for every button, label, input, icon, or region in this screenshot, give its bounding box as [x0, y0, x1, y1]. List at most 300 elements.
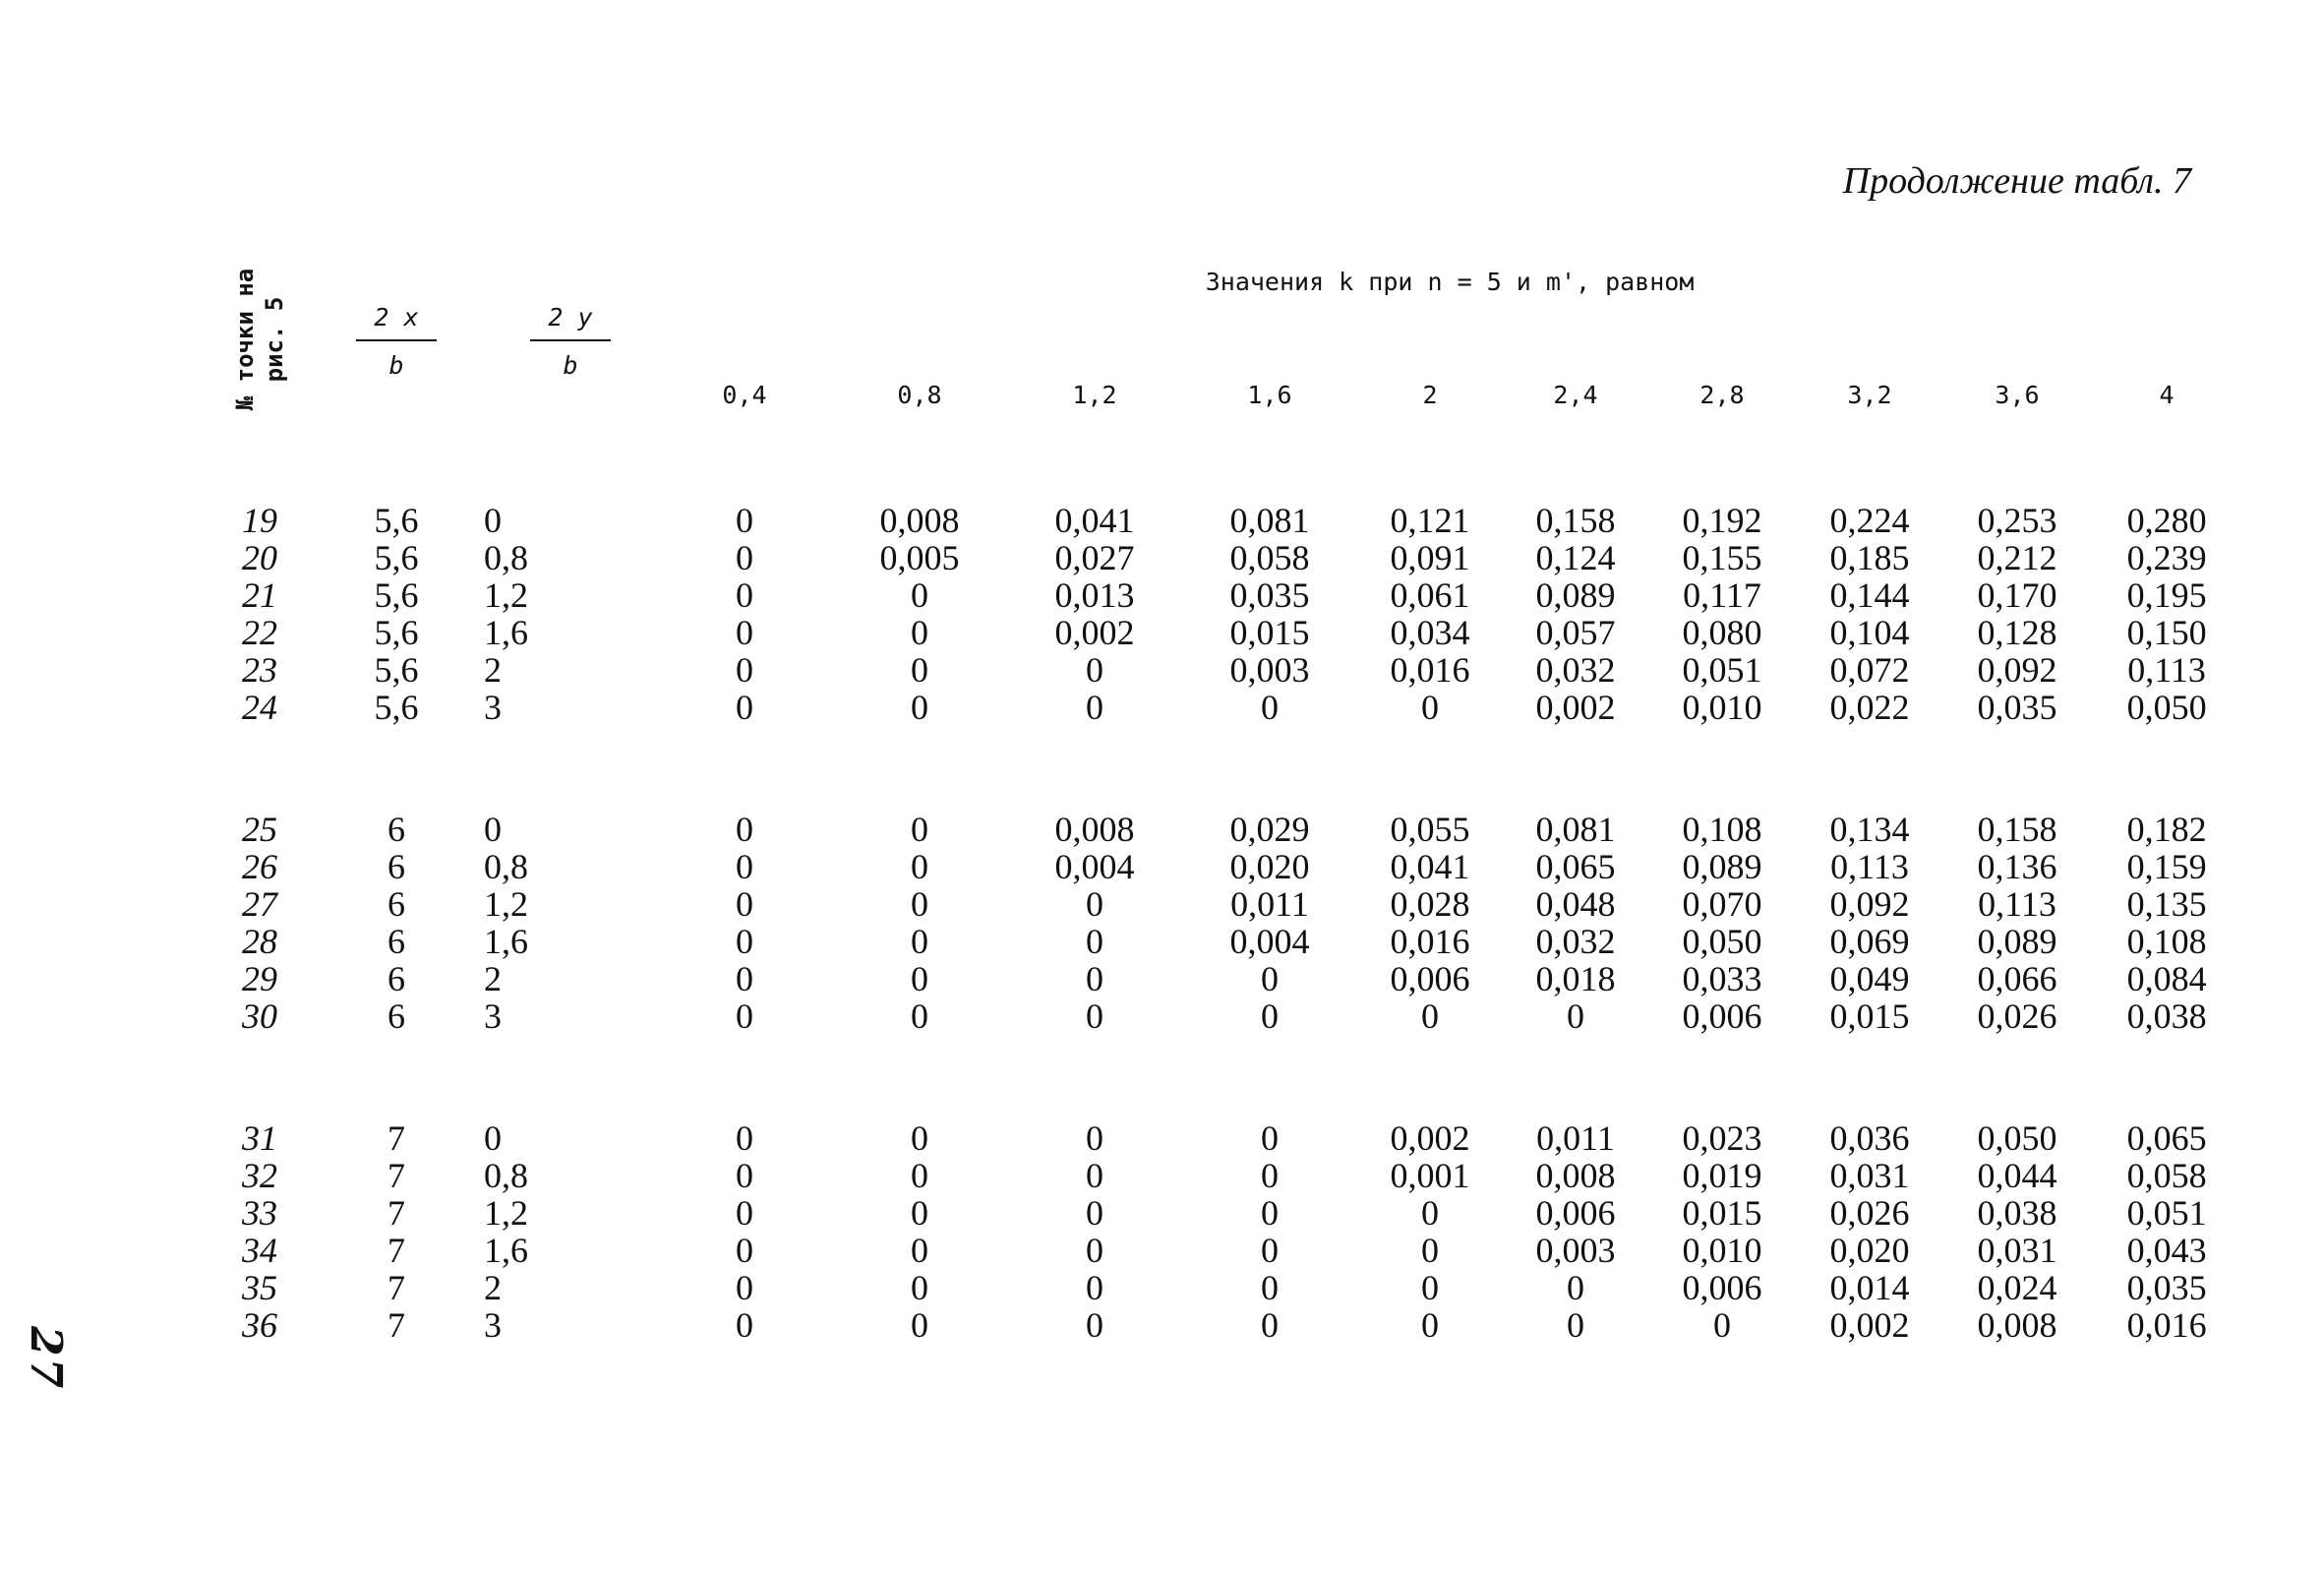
point-no-cell — [210, 453, 309, 761]
y-ratio-cell — [484, 1070, 657, 1383]
k-value: 0,015 — [1829, 996, 1910, 1036]
k-value: 0,113 — [1830, 847, 1909, 886]
k-value: 0,010 — [1682, 688, 1762, 727]
k-value: 0,005 — [879, 538, 960, 577]
k-value: 0,117 — [1683, 575, 1761, 615]
k-value: 0 — [911, 650, 928, 690]
k-value: 0,015 — [1682, 1193, 1762, 1233]
k-value-cell — [1503, 761, 1648, 1070]
k-value: 0,044 — [1977, 1156, 2057, 1195]
y-ratio-cell — [484, 453, 657, 761]
k-value: 0,113 — [1978, 884, 2056, 924]
k-value: 0 — [911, 810, 928, 849]
k-value: 0,011 — [1230, 884, 1309, 924]
k-value: 0 — [1086, 1156, 1103, 1195]
k-value: 0,066 — [1977, 959, 2057, 998]
k-value: 0,018 — [1535, 959, 1616, 998]
k-value: 0,150 — [2126, 613, 2207, 652]
k-value: 0 — [1261, 1268, 1279, 1307]
k-value: 0,108 — [2126, 922, 2207, 961]
k-value: 0 — [1261, 1305, 1279, 1345]
point-number: 24 — [242, 688, 277, 727]
k-value: 0,048 — [1535, 884, 1616, 924]
k-value: 0 — [1421, 1305, 1439, 1345]
k-value: 0,158 — [1535, 501, 1616, 540]
k-value: 0,020 — [1229, 847, 1310, 886]
x-ratio-value: 6 — [387, 884, 405, 924]
k-value: 0,144 — [1829, 575, 1910, 615]
k-value: 0,136 — [1977, 847, 2057, 886]
k-value: 0,081 — [1229, 501, 1310, 540]
k-value: 0 — [1567, 1305, 1584, 1345]
y-ratio-value: 2 — [484, 1268, 502, 1307]
k-value: 0 — [736, 810, 753, 849]
k-value: 0,055 — [1390, 810, 1470, 849]
row-group — [210, 453, 2242, 761]
m-value-header: 1,2 — [1072, 380, 1117, 409]
point-no-header — [210, 226, 309, 453]
k-value: 0,041 — [1054, 501, 1135, 540]
k-value: 0 — [911, 884, 928, 924]
k-value: 0 — [1086, 959, 1103, 998]
x-ratio-value: 7 — [387, 1231, 405, 1270]
x-ratio-value: 5,6 — [374, 613, 419, 652]
x-ratio-value: 7 — [387, 1193, 405, 1233]
point-number: 25 — [242, 810, 277, 849]
k-value-cell — [1007, 1070, 1182, 1383]
k-value: 0,031 — [1829, 1156, 1910, 1195]
k-value: 0,008 — [1977, 1305, 2057, 1345]
k-value: 0,051 — [2126, 1193, 2207, 1233]
k-value: 0,032 — [1535, 650, 1616, 690]
k-value: 0,004 — [1054, 847, 1135, 886]
k-value: 0,058 — [2126, 1156, 2207, 1195]
k-value: 0,224 — [1829, 501, 1910, 540]
k-value: 0 — [911, 688, 928, 727]
point-number: 21 — [242, 575, 277, 615]
k-value: 0,135 — [2126, 884, 2207, 924]
k-value: 0,014 — [1829, 1268, 1910, 1307]
k-value: 0,035 — [2126, 1268, 2207, 1307]
k-value: 0,002 — [1054, 613, 1135, 652]
x-ratio-value: 5,6 — [374, 575, 419, 615]
k-value: 0,033 — [1682, 959, 1762, 998]
k-value-cell — [657, 1070, 832, 1383]
k-value-cell — [1796, 453, 1943, 761]
y-ratio-numerator: 2 y — [530, 303, 610, 341]
k-value: 0 — [1086, 1118, 1103, 1158]
k-value: 0,003 — [1229, 650, 1310, 690]
point-no-cell — [210, 761, 309, 1070]
y-ratio-value: 0 — [484, 810, 502, 849]
k-value: 0 — [736, 1231, 753, 1270]
x-ratio-value: 7 — [387, 1305, 405, 1345]
k-value: 0 — [911, 1231, 928, 1270]
m-value-header: 2,8 — [1699, 380, 1745, 409]
k-value: 0 — [1261, 1156, 1279, 1195]
k-value-cell — [1357, 761, 1503, 1070]
k-value: 0,038 — [2126, 996, 2207, 1036]
table-caption: Продолжение табл. 7 — [1842, 160, 2191, 202]
k-value: 0 — [911, 1193, 928, 1233]
k-value-cell — [1796, 1070, 1943, 1383]
row-group — [210, 1070, 2242, 1383]
point-number: 28 — [242, 922, 277, 961]
y-ratio-value: 0 — [484, 1118, 502, 1158]
k-value: 0,013 — [1054, 575, 1135, 615]
k-value: 0,069 — [1829, 922, 1910, 961]
k-value: 0 — [736, 688, 753, 727]
k-value: 0 — [911, 922, 928, 961]
k-value-cell — [1503, 1070, 1648, 1383]
k-value: 0 — [736, 1268, 753, 1307]
k-value: 0 — [911, 1156, 928, 1195]
k-value: 0,192 — [1682, 501, 1762, 540]
k-value: 0,104 — [1829, 613, 1910, 652]
k-value: 0 — [1086, 1268, 1103, 1307]
k-value: 0,072 — [1829, 650, 1910, 690]
x-ratio-value: 7 — [387, 1118, 405, 1158]
y-ratio-value: 0 — [484, 501, 502, 540]
y-ratio-value: 1,2 — [484, 884, 528, 924]
k-value: 0,010 — [1682, 1231, 1762, 1270]
k-value: 0,019 — [1682, 1156, 1762, 1195]
k-value: 0,028 — [1390, 884, 1470, 924]
y-ratio-value: 2 — [484, 650, 502, 690]
k-value-cell — [832, 761, 1007, 1070]
row-group — [210, 761, 2242, 1070]
k-value: 0 — [736, 538, 753, 577]
m-value-header: 4 — [2159, 380, 2175, 409]
data-table — [210, 226, 2242, 1383]
y-ratio-value: 0,8 — [484, 1156, 528, 1195]
k-value-cell — [2091, 453, 2242, 761]
k-value: 0,134 — [1829, 810, 1910, 849]
k-value: 0,170 — [1977, 575, 2057, 615]
k-value: 0,003 — [1535, 1231, 1616, 1270]
k-value: 0 — [736, 959, 753, 998]
k-value: 0,081 — [1535, 810, 1616, 849]
k-value: 0 — [1421, 996, 1439, 1036]
k-value: 0,041 — [1390, 847, 1470, 886]
k-value: 0 — [1086, 922, 1103, 961]
k-value: 0,051 — [1682, 650, 1762, 690]
k-value: 0,016 — [1390, 650, 1470, 690]
k-value: 0 — [1086, 884, 1103, 924]
k-value: 0 — [1421, 1231, 1439, 1270]
k-value: 0 — [911, 613, 928, 652]
point-number: 22 — [242, 613, 277, 652]
k-value: 0,002 — [1390, 1118, 1470, 1158]
m-value-header: 0,4 — [722, 380, 767, 409]
x-ratio-cell — [309, 761, 484, 1070]
x-ratio-value: 5,6 — [374, 501, 419, 540]
x-ratio-cell — [309, 1070, 484, 1383]
m-value-header: 2 — [1422, 380, 1438, 409]
point-no-label-line1: № точки на — [231, 268, 259, 411]
k-value-cell — [1182, 761, 1357, 1070]
k-value: 0,092 — [1829, 884, 1910, 924]
x-ratio-numerator: 2 x — [356, 303, 436, 341]
y-ratio-denominator: b — [563, 351, 578, 380]
k-values-title: Значения k при n = 5 и m', равном — [1205, 267, 1695, 296]
y-ratio-value: 1,2 — [484, 575, 528, 615]
k-value: 0,026 — [1977, 996, 2057, 1036]
k-value: 0,038 — [1977, 1193, 2057, 1233]
k-value: 0 — [911, 1118, 928, 1158]
k-value: 0,008 — [879, 501, 960, 540]
k-value: 0 — [1713, 1305, 1731, 1345]
k-value: 0 — [736, 650, 753, 690]
y-ratio-value: 3 — [484, 1305, 502, 1345]
k-value: 0 — [1567, 1268, 1584, 1307]
point-number: 36 — [242, 1305, 277, 1345]
k-value: 0 — [1421, 1193, 1439, 1233]
x-ratio-value: 6 — [387, 996, 405, 1036]
k-value-cell — [1648, 453, 1796, 761]
k-value: 0,089 — [1682, 847, 1762, 886]
point-number: 32 — [242, 1156, 277, 1195]
x-ratio-value: 6 — [387, 959, 405, 998]
k-value: 0,024 — [1977, 1268, 2057, 1307]
k-value: 0 — [1086, 650, 1103, 690]
k-value-cell — [1357, 453, 1503, 761]
k-value: 0 — [1567, 996, 1584, 1036]
k-value-cell — [1182, 453, 1357, 761]
k-value: 0 — [1261, 996, 1279, 1036]
k-value-cell — [1943, 1070, 2091, 1383]
y-ratio-cell — [484, 761, 657, 1070]
point-number: 31 — [242, 1118, 277, 1158]
k-value: 0 — [736, 1118, 753, 1158]
k-value: 0 — [1261, 1193, 1279, 1233]
k-value: 0,008 — [1535, 1156, 1616, 1195]
k-value: 0,084 — [2126, 959, 2207, 998]
x-ratio-value: 6 — [387, 810, 405, 849]
point-number: 27 — [242, 884, 277, 924]
point-number: 26 — [242, 847, 277, 886]
k-value: 0,006 — [1682, 996, 1762, 1036]
k-value: 0 — [736, 922, 753, 961]
point-number: 34 — [242, 1231, 277, 1270]
k-value: 0 — [736, 1193, 753, 1233]
k-value: 0,006 — [1390, 959, 1470, 998]
k-value: 0 — [1086, 1305, 1103, 1345]
point-no-cell — [210, 1070, 309, 1383]
k-value: 0,212 — [1977, 538, 2057, 577]
k-value-cell — [1182, 1070, 1357, 1383]
k-value: 0,239 — [2126, 538, 2207, 577]
k-value-cell — [657, 761, 832, 1070]
k-value: 0 — [911, 575, 928, 615]
k-value: 0,004 — [1229, 922, 1310, 961]
point-number: 35 — [242, 1268, 277, 1307]
k-value: 0,182 — [2126, 810, 2207, 849]
x-ratio-denominator: b — [388, 351, 404, 380]
k-value: 0,089 — [1977, 922, 2057, 961]
k-value: 0 — [1261, 688, 1279, 727]
k-value-cell — [657, 453, 832, 761]
point-number: 20 — [242, 538, 277, 577]
k-value: 0,124 — [1535, 538, 1616, 577]
k-value-cell — [1943, 453, 2091, 761]
k-value: 0,158 — [1977, 810, 2057, 849]
y-ratio-value: 1,6 — [484, 922, 528, 961]
k-value: 0,020 — [1829, 1231, 1910, 1270]
k-value: 0,011 — [1536, 1118, 1615, 1158]
k-value: 0 — [911, 1305, 928, 1345]
k-value-cell — [1648, 761, 1796, 1070]
y-ratio-value: 3 — [484, 996, 502, 1036]
y-ratio-value: 0,8 — [484, 847, 528, 886]
k-value: 0,089 — [1535, 575, 1616, 615]
k-value: 0 — [736, 996, 753, 1036]
k-value: 0,008 — [1054, 810, 1135, 849]
y-ratio-value: 0,8 — [484, 538, 528, 577]
k-value: 0 — [736, 1156, 753, 1195]
k-value: 0,035 — [1229, 575, 1310, 615]
k-value-cell — [1007, 761, 1182, 1070]
k-value: 0,280 — [2126, 501, 2207, 540]
k-value: 0,050 — [2126, 688, 2207, 727]
k-value: 0,022 — [1829, 688, 1910, 727]
k-value: 0,159 — [2126, 847, 2207, 886]
k-value: 0 — [1261, 1231, 1279, 1270]
k-value: 0,032 — [1535, 922, 1616, 961]
k-value: 0,049 — [1829, 959, 1910, 998]
k-value: 0 — [736, 613, 753, 652]
k-value: 0,031 — [1977, 1231, 2057, 1270]
k-value: 0,061 — [1390, 575, 1470, 615]
y-ratio-value: 1,6 — [484, 613, 528, 652]
k-value: 0,023 — [1682, 1118, 1762, 1158]
k-value: 0 — [736, 501, 753, 540]
k-value-cell — [2091, 761, 2242, 1070]
k-value: 0,080 — [1682, 613, 1762, 652]
k-value: 0,058 — [1229, 538, 1310, 577]
k-value: 0,026 — [1829, 1193, 1910, 1233]
k-value: 0 — [1086, 688, 1103, 727]
x-ratio-value: 5,6 — [374, 538, 419, 577]
k-value: 0,043 — [2126, 1231, 2207, 1270]
m-value-header: 3,2 — [1847, 380, 1892, 409]
k-value: 0 — [736, 884, 753, 924]
k-value: 0,253 — [1977, 501, 2057, 540]
k-value: 0 — [736, 847, 753, 886]
k-value: 0,006 — [1535, 1193, 1616, 1233]
k-value: 0,016 — [2126, 1305, 2207, 1345]
m-value-header: 3,6 — [1995, 380, 2040, 409]
k-value: 0,065 — [2126, 1118, 2207, 1158]
m-value-header: 2,4 — [1553, 380, 1598, 409]
y-ratio-value: 1,2 — [484, 1193, 528, 1233]
x-ratio-value: 7 — [387, 1268, 405, 1307]
point-number: 30 — [242, 996, 277, 1036]
m-value-header: 0,8 — [897, 380, 942, 409]
x-ratio-value: 5,6 — [374, 650, 419, 690]
k-value: 0 — [1086, 1231, 1103, 1270]
m-value-header: 1,6 — [1247, 380, 1292, 409]
point-number: 23 — [242, 650, 277, 690]
k-value: 0,065 — [1535, 847, 1616, 886]
x-ratio-value: 6 — [387, 922, 405, 961]
k-value: 0,002 — [1535, 688, 1616, 727]
point-no-label-line2: рис. 5 — [261, 296, 288, 383]
k-value: 0 — [911, 1268, 928, 1307]
k-value: 0,006 — [1682, 1268, 1762, 1307]
y-ratio-value: 1,6 — [484, 1231, 528, 1270]
k-value: 0,002 — [1829, 1305, 1910, 1345]
y-ratio-value: 2 — [484, 959, 502, 998]
point-number: 19 — [242, 501, 277, 540]
k-value: 0 — [911, 847, 928, 886]
k-value: 0,057 — [1535, 613, 1616, 652]
k-value-cell — [1943, 761, 2091, 1070]
k-value: 0 — [1421, 688, 1439, 727]
k-value: 0 — [1086, 996, 1103, 1036]
point-number: 33 — [242, 1193, 277, 1233]
page-number: 27 — [21, 1326, 71, 1391]
x-ratio-header — [309, 226, 484, 453]
k-value: 0 — [911, 996, 928, 1036]
k-value: 0,015 — [1229, 613, 1310, 652]
k-value: 0,070 — [1682, 884, 1762, 924]
k-value: 0 — [1421, 1268, 1439, 1307]
k-value-cell — [1648, 1070, 1796, 1383]
table-header — [210, 226, 2242, 453]
k-value-cell — [1007, 453, 1182, 761]
k-value-cell — [832, 1070, 1007, 1383]
k-value: 0,092 — [1977, 650, 2057, 690]
k-value: 0 — [736, 1305, 753, 1345]
k-value-cell — [2091, 1070, 2242, 1383]
y-ratio-header — [484, 226, 657, 453]
x-ratio-value: 7 — [387, 1156, 405, 1195]
x-ratio-cell — [309, 453, 484, 761]
k-value: 0 — [1086, 1193, 1103, 1233]
k-value: 0 — [1261, 1118, 1279, 1158]
k-value: 0,001 — [1390, 1156, 1470, 1195]
k-value: 0,155 — [1682, 538, 1762, 577]
y-ratio-value: 3 — [484, 688, 502, 727]
k-value-cell — [1357, 1070, 1503, 1383]
k-value: 0,195 — [2126, 575, 2207, 615]
k-value: 0,091 — [1390, 538, 1470, 577]
k-value-cell — [1503, 453, 1648, 761]
k-value: 0,128 — [1977, 613, 2057, 652]
x-ratio-value: 6 — [387, 847, 405, 886]
k-value: 0,036 — [1829, 1118, 1910, 1158]
k-value: 0,029 — [1229, 810, 1310, 849]
k-value: 0,108 — [1682, 810, 1762, 849]
k-value-cell — [1796, 761, 1943, 1070]
k-value: 0,027 — [1054, 538, 1135, 577]
k-value: 0,034 — [1390, 613, 1470, 652]
k-value: 0 — [911, 959, 928, 998]
k-value: 0,121 — [1390, 501, 1470, 540]
k-value: 0 — [736, 575, 753, 615]
k-value: 0,050 — [1682, 922, 1762, 961]
k-value: 0,113 — [2127, 650, 2206, 690]
k-value: 0,035 — [1977, 688, 2057, 727]
k-value: 0,016 — [1390, 922, 1470, 961]
k-value: 0 — [1261, 959, 1279, 998]
x-ratio-value: 5,6 — [374, 688, 419, 727]
point-number: 29 — [242, 959, 277, 998]
k-value-cell — [832, 453, 1007, 761]
k-value: 0,185 — [1829, 538, 1910, 577]
k-value: 0,050 — [1977, 1118, 2057, 1158]
